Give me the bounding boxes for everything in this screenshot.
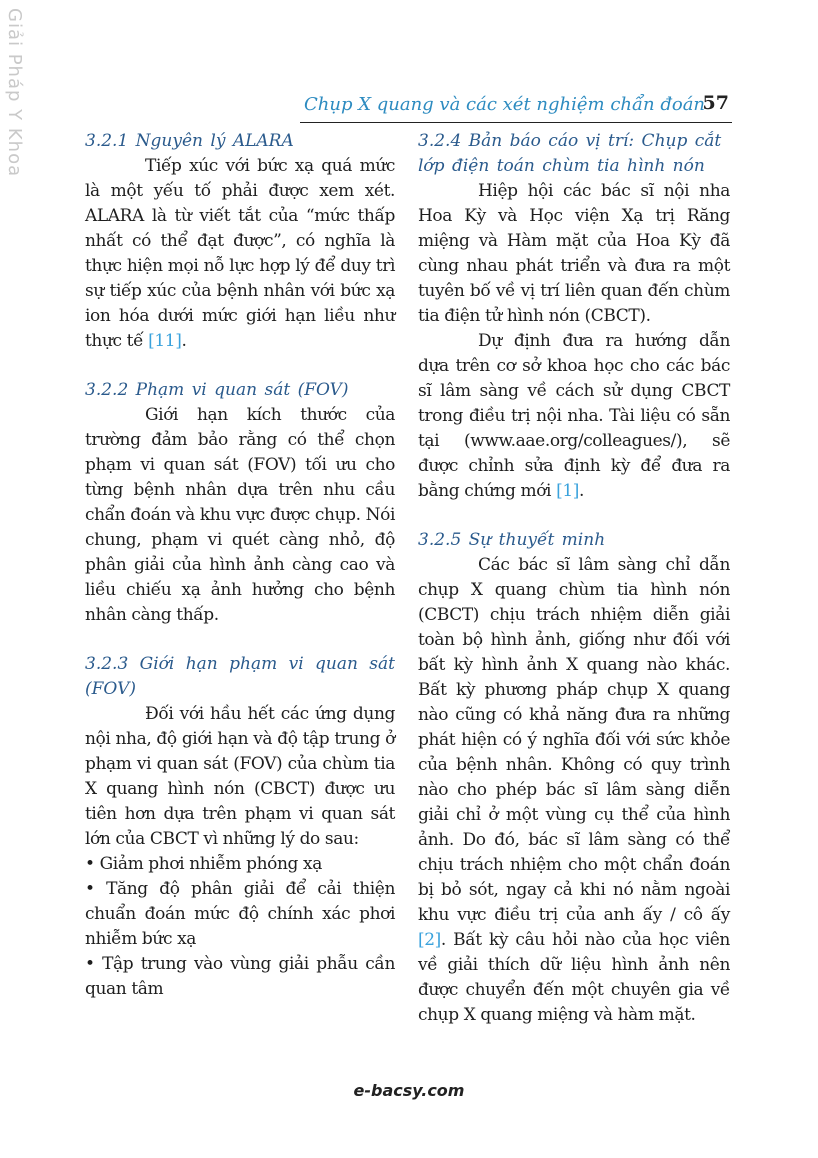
citation-link-1[interactable]: [1] (556, 481, 579, 501)
right-column (418, 129, 730, 1028)
section-heading-3-2-2: 3.2.2 Phạm vi quan sát (FOV) (85, 380, 349, 400)
section-heading-3-2-1: 3.2.1 Nguyên lý ALARA (85, 131, 294, 151)
footer-site: e-bacsy.com (353, 1081, 465, 1100)
section-text-3-2-4-b-end: . (579, 481, 585, 501)
bullet-item: • Giảm phơi nhiễm phóng xạ (85, 854, 322, 874)
section-text-3-2-5 (418, 553, 730, 1028)
section-text-3-2-4-a: Hiệp hội các bác sĩ nội nha Hoa Kỳ và Học viện Xạ trị Răng miệng và Hàm mặt của Hoa Kỳ đã cùng nhau phát triển và đưa ra một tuyên bố về vị trí liên quan đến chùm tia điện tử hình nón (CBCT). (418, 181, 730, 326)
section-text-3-2-5-body: Các bác sĩ lâm sàng chỉ dẫn chụp X quang chùm tia hình nón (CBCT) chịu trách nhiệm diễn giải toàn bộ hình ảnh, giống như đối với bất kỳ hình ảnh X quang nào khác. Bất kỳ phương pháp chụp X quang nào cũng có khả năng đưa ra những phát hiện có ý nghĩa đối với sức khỏe của bệnh nhân. Không có quy trình nào cho phép bác sĩ lâm sàng diễn giải chỉ ở một vùng cụ thể của hình ảnh. Do đó, bác sĩ lâm sàng có thể chịu trách nhiệm cho một chẩn đoán bị bỏ sót, ngay cả khi nó nằm ngoài khu vực điều trị của anh ấy / cô ấy (418, 555, 730, 925)
side-watermark: Giải Pháp Y Khoa (4, 8, 25, 178)
page-number: 57 (702, 92, 729, 114)
section-text-3-2-2: Giới hạn kích thước của trường đảm bảo rằng có thể chọn phạm vi quan sát (FOV) tối ưu cho từng bệnh nhân dựa trên nhu cầu chẩn đoán và khu vực được chụp. Nói chung, phạm vi quét càng nhỏ, độ phân giải của hình ảnh càng cao và liều chiếu xạ ảnh hưởng cho bệnh nhân càng thấp. (85, 405, 395, 625)
section-text-3-2-1 (85, 154, 395, 354)
section-heading-3-2-4: 3.2.4 Bản báo cáo vị trí: Chụp cắt lớp điện toán chùm tia hình nón (418, 131, 722, 176)
section-text-3-2-3: Đối với hầu hết các ứng dụng nội nha, độ giới hạn và độ tập trung ở phạm vi quan sát (FOV) của chùm tia X quang hình nón (CBCT) được ưu tiên hơn dựa trên phạm vi quan sát lớn của CBCT vì những lý do sau: (85, 704, 395, 849)
section-text-3-2-5-tail: . Bất kỳ câu hỏi nào của học viên về giải thích dữ liệu hình ảnh nên được chuyển đến một chuyên gia về chụp X quang miệng và hàm mặt. (418, 930, 730, 1025)
section-text-3-2-4-b-body: Dự định đưa ra hướng dẫn dựa trên cơ sở khoa học cho các bác sĩ lâm sàng về cách sử dụng CBCT trong điều trị nội nha. Tài liệu có sẵn tại (www.aae.org/colleagues/), sẽ được chỉnh sửa định kỳ để đưa ra bằng chứng mới (418, 331, 730, 501)
section-text-3-2-1-end: . (181, 331, 187, 351)
running-header (300, 94, 732, 123)
section-text-3-2-1-body: Tiếp xúc với bức xạ quá mức là một yếu tố phải được xem xét. ALARA là từ viết tắt của “mức thấp nhất có thể đạt được”, có nghĩa là thực hiện mọi nỗ lực hợp lý để duy trì sự tiếp xúc của bệnh nhân với bức xạ ion hóa dưới mức giới hạn liều như thực tế (85, 156, 395, 351)
bullet-item: • Tăng độ phân giải để cải thiện chuẩn đoán mức độ chính xác phơi nhiễm bức xạ (85, 879, 395, 949)
section-heading-3-2-5: 3.2.5 Sự thuyết minh (418, 530, 606, 550)
running-header-title: Chụp X quang và các xét nghiệm chẩn đoán (304, 94, 706, 115)
citation-link-11[interactable]: [11] (148, 331, 182, 351)
citation-link-2[interactable]: [2] (418, 930, 441, 950)
left-column (85, 129, 395, 1002)
bullet-item: • Tập trung vào vùng giải phẫu cần quan tâm (85, 954, 395, 999)
section-heading-3-2-3: 3.2.3 Giới hạn phạm vi quan sát (FOV) (85, 654, 395, 699)
section-text-3-2-4-b (418, 329, 730, 504)
